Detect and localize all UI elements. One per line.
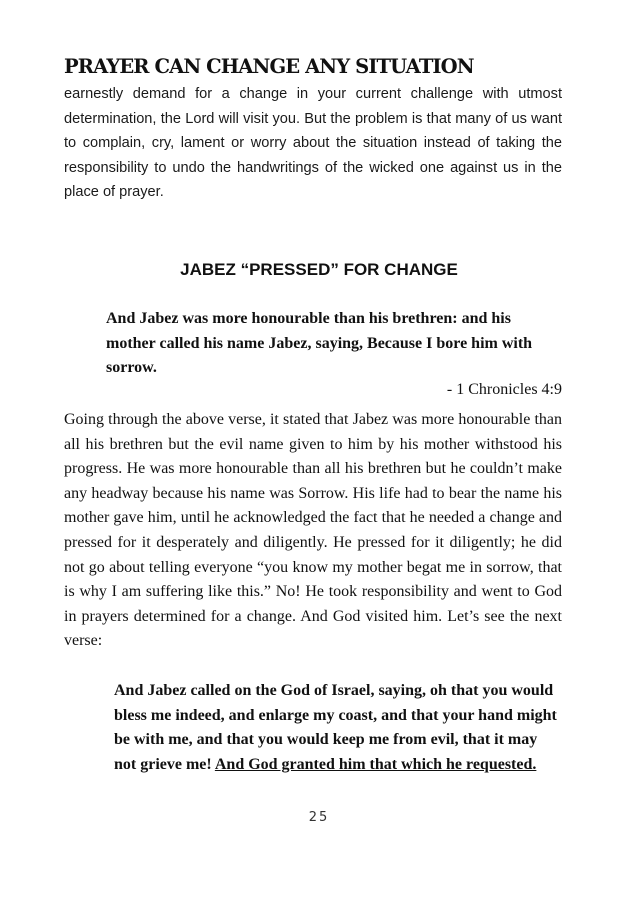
quote-2-underlined: And God granted him that which he requested. [214, 755, 537, 773]
scripture-quote-2 [114, 679, 562, 777]
body-paragraph: Going through the above verse, it stated that Jabez was more honourable than all his brethren but the evil name given to him by his mother withstood his progress. He was more honourable than all his brethren but he couldn’t make any headway because his name was Sorrow. His life had to bear the name his mother gave him, until he acknowledged the fact that he needed a change and pressed for it desperately and diligently. He pressed for it diligently; he did not go about telling everyone “you know my mother begat me in sorrow, that is why I am suffering like this.” No! He took responsibility and went to God in prayers determined for a change. And God visited him. Let’s see the next verse: [64, 411, 562, 650]
intro-paragraph: earnestly demand for a change in your current challenge with utmost determination, the Lord will visit you. But the problem is that many of us want to complain, cry, lament or worry about the situation instead of taking the responsibility to undo the handwritings of the wicked one against us in the place of prayer. [64, 86, 562, 201]
scripture-reference: - 1 Chronicles 4:9 [446, 381, 562, 398]
running-header: PRAYER CAN CHANGE ANY SITUATION [64, 55, 474, 78]
page-number: 25 [308, 810, 330, 825]
scripture-quote-1: And Jabez was more honourable than his brethren: and his mother called his name Jabez, saying, Because I bore him with sorrow. [106, 310, 533, 377]
section-heading: JABEZ “PRESSED” FOR CHANGE [180, 260, 458, 279]
quote-2-text: And Jabez called on the God of Israel, saying, oh that you would bless me indeed, and enlarge my coast, and that your hand might be with me, and that you would keep me from evil, that it may not grieve me! [114, 682, 557, 773]
